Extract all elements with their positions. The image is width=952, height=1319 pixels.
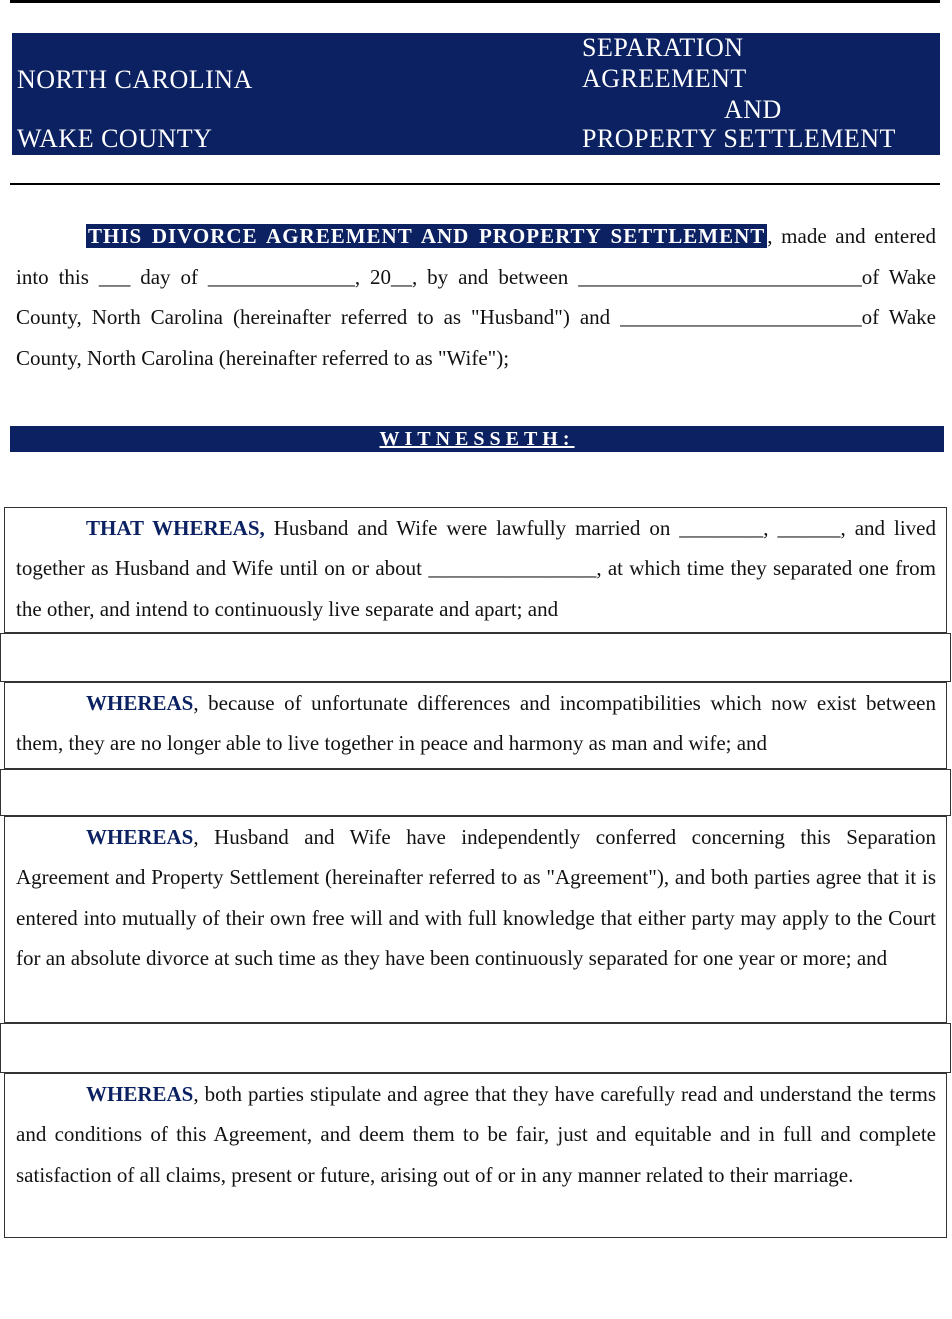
clause-keyword: WHEREAS bbox=[86, 825, 194, 849]
witnesseth-heading: WITNESSETH: bbox=[10, 426, 944, 452]
clause-text: Husband and Wife were lawfully married on ________, ______, and lived together as Husband and Wife until on or about ________________, at which time they separated one from the other, and intend to continuously live separate and apart; and bbox=[16, 516, 936, 621]
document-header bbox=[12, 33, 940, 155]
state-label: NORTH CAROLINA bbox=[17, 65, 253, 94]
header-rule bbox=[10, 183, 940, 185]
spacer-box bbox=[0, 769, 951, 816]
clause-box-1 bbox=[4, 507, 947, 633]
spacer-box bbox=[0, 633, 951, 682]
intro-text-1: , made and entered into this ___ day of ______________, 20__, by and between bbox=[16, 224, 937, 289]
title-line-1: SEPARATION bbox=[582, 33, 744, 62]
clause-box-3 bbox=[4, 816, 947, 1023]
intro-paragraph bbox=[16, 216, 936, 378]
intro-highlight: THIS DIVORCE AGREEMENT AND PROPERTY SETTLEMENT bbox=[88, 224, 766, 248]
intro-text-2: ___________________________of Wake County, North Carolina (hereinafter referred to as "Husband") and _______________________of Wake County, North Carolina (hereinafter referred to as "Wife"); bbox=[16, 264, 937, 370]
top-rule bbox=[10, 0, 940, 3]
clause-keyword: WHEREAS bbox=[86, 691, 194, 715]
title-line-3: AND bbox=[724, 95, 782, 124]
clause-box-2 bbox=[4, 682, 947, 769]
title-line-4: PROPERTY SETTLEMENT bbox=[582, 124, 896, 153]
clause-text: , both parties stipulate and agree that they have carefully read and understand the terms and conditions of this Agreement, and deem them to be fair, just and equitable and in full and complete satisfaction of all claims, present or future, arising out of or in any manner related to their marriage. bbox=[16, 1082, 936, 1187]
spacer-box bbox=[0, 1023, 951, 1073]
county-label: WAKE COUNTY bbox=[17, 124, 213, 153]
clause-box-4 bbox=[4, 1073, 947, 1238]
clause-keyword: WHEREAS bbox=[86, 1082, 194, 1106]
clause-text: , because of unfortunate differences and incompatibilities which now exist between them, they are no longer able to live together in peace and harmony as man and wife; and bbox=[16, 691, 936, 756]
clause-text: , Husband and Wife have independently conferred concerning this Separation Agreement and Property Settlement (hereinafter referred to as "Agreement"), and both parties agree that it is entered into mutually of their own free will and with full knowledge that either party may apply to the Court for an absolute divorce at such time as they have been continuously separated for one year or more; and bbox=[16, 825, 936, 970]
title-line-2: AGREEMENT bbox=[582, 64, 747, 93]
clause-keyword: THAT WHEREAS, bbox=[86, 516, 265, 540]
